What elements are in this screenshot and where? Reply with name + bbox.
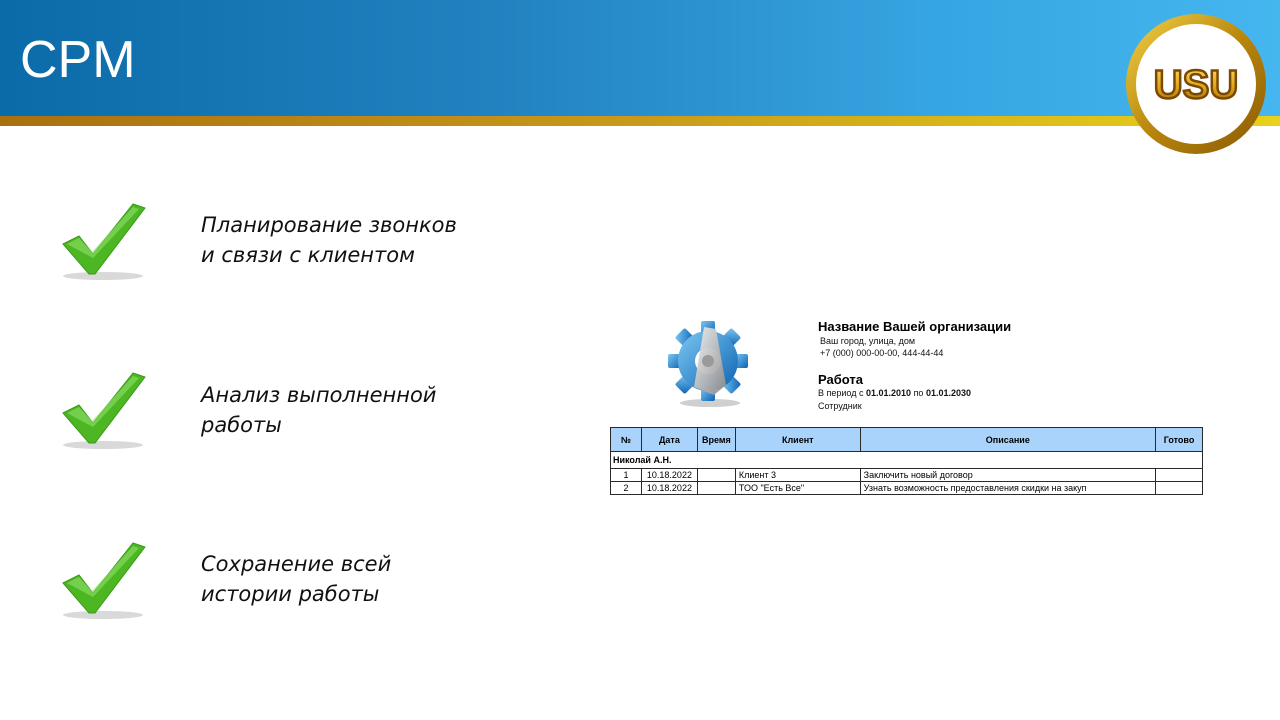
header-stripe bbox=[0, 116, 1280, 126]
feature-analysis: Анализ выполненной работы bbox=[201, 383, 437, 437]
cell-time bbox=[697, 482, 735, 495]
column-header-description: Описание bbox=[860, 428, 1155, 452]
cell-description: Заключить новый договор bbox=[860, 469, 1155, 482]
cell-date: 10.18.2022 bbox=[641, 482, 697, 495]
feature-calls: Планирование звонков и связи с клиентом bbox=[201, 213, 457, 267]
table-row bbox=[611, 482, 1203, 495]
organization-name: Название Вашей организации bbox=[818, 319, 1012, 334]
organization-address: Ваш город, улица, дом bbox=[820, 336, 916, 346]
header-bar bbox=[0, 0, 1280, 116]
cell-done bbox=[1156, 469, 1203, 482]
cell-num: 1 bbox=[611, 469, 642, 482]
group-employee-name: Николай А.Н. bbox=[611, 452, 1203, 469]
feature-history: Сохранение всей истории работы bbox=[201, 552, 392, 606]
checkmark-icon bbox=[55, 539, 151, 625]
column-header-date: Дата bbox=[641, 428, 697, 452]
logo-text: USU bbox=[1153, 63, 1239, 107]
report-period: В период с 01.01.2010 по 01.01.2030 bbox=[818, 388, 972, 398]
column-header-time: Время bbox=[697, 428, 735, 452]
report-meta bbox=[818, 387, 971, 413]
organization-phone: +7 (000) 000-00-00, 444-44-44 bbox=[820, 348, 944, 358]
cell-client: ТОО "Есть Все" bbox=[735, 482, 860, 495]
column-header-num: № bbox=[611, 428, 642, 452]
cell-date: 10.18.2022 bbox=[641, 469, 697, 482]
slide-title: CPM bbox=[20, 31, 136, 89]
checkmark-icon bbox=[55, 200, 151, 286]
report-employee-label: Сотрудник bbox=[818, 401, 862, 411]
gear-icon bbox=[660, 315, 756, 411]
usu-logo bbox=[1124, 12, 1268, 156]
cell-description: Узнать возможность предоставления скидки на закуп bbox=[860, 482, 1155, 495]
cell-num: 2 bbox=[611, 482, 642, 495]
cell-client: Клиент 3 bbox=[735, 469, 860, 482]
table-header-row bbox=[611, 428, 1203, 452]
checkmark-icon bbox=[55, 369, 151, 455]
table-group-row bbox=[611, 452, 1203, 469]
report-table bbox=[610, 427, 1203, 495]
organization-block bbox=[818, 319, 1011, 359]
table-row bbox=[611, 469, 1203, 482]
column-header-done: Готово bbox=[1156, 428, 1203, 452]
column-header-client: Клиент bbox=[735, 428, 860, 452]
cell-time bbox=[697, 469, 735, 482]
cell-done bbox=[1156, 482, 1203, 495]
report-title: Работа bbox=[818, 372, 863, 387]
